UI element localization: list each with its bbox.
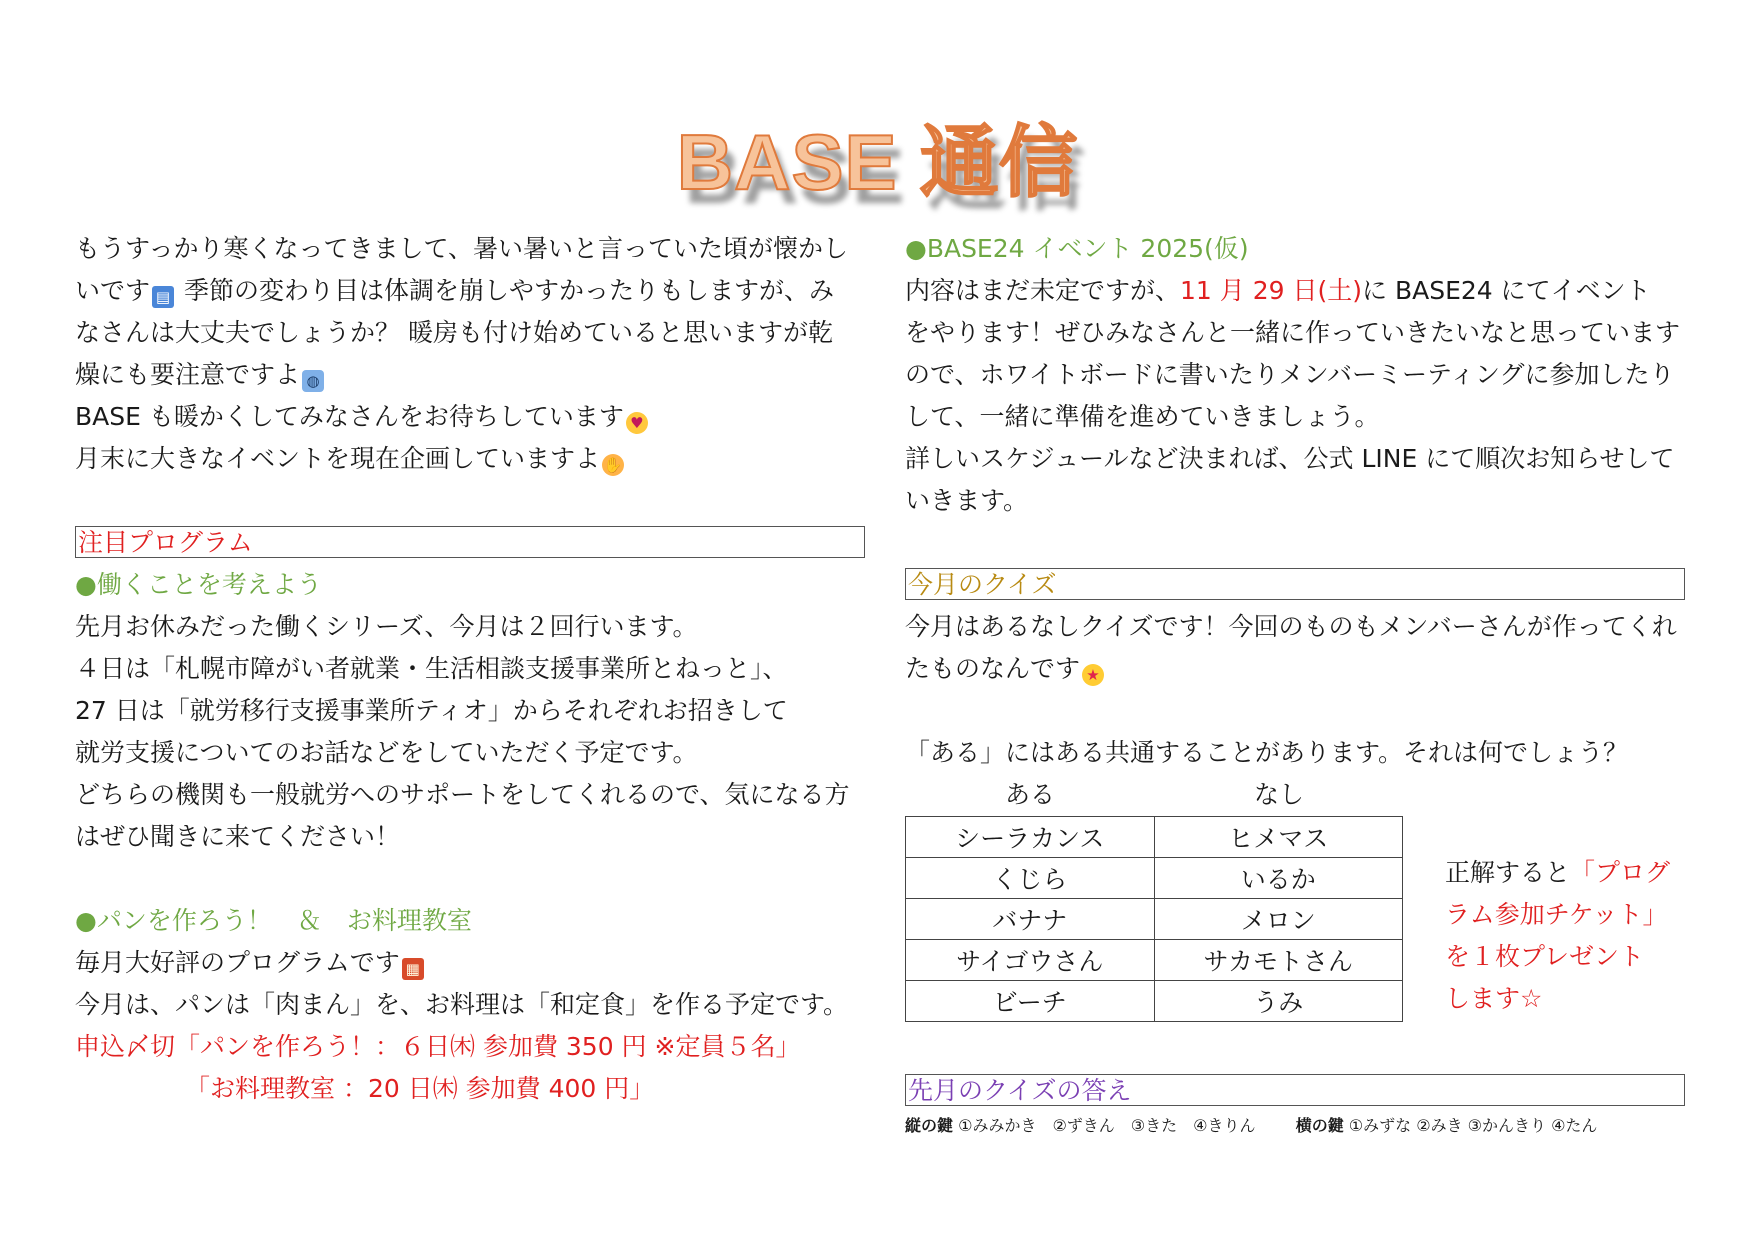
program-section-header: 注目プログラム — [75, 526, 865, 558]
prize-text-2: ラム参加チケット」 — [1445, 900, 1668, 929]
quiz-prize-note — [1445, 852, 1695, 1020]
work-line-5: どちらの機関も一般就労へのサポートをしてくれるので、気になる方 — [75, 780, 850, 809]
prize-text-4: します☆ — [1445, 984, 1543, 1013]
column-nashi: なし — [1253, 780, 1304, 809]
answers-section-header: 先月のクイズの答え — [905, 1074, 1685, 1106]
quiz-question: 「ある」にはある共通することがあります。それは何でしょう？ — [905, 738, 1629, 767]
event-line-3: ので、ホワイトボードに書いたりメンバーミーティングに参加したり — [905, 360, 1675, 389]
quiz-intro-1: 今月はあるなしクイズです！今回のものもメンバーさんが作ってくれ — [905, 612, 1677, 641]
nashi-cell: うみ — [1154, 981, 1403, 1022]
aru-cell: サイゴウさん — [906, 940, 1155, 981]
event-line-4: して、一緒に準備を進めていきましょう。 — [905, 402, 1380, 431]
raised-hands-icon: ✋ — [603, 456, 623, 474]
intro-line-2: いです ▤ 季節の変わり目は体調を崩しやすかったりもしますが、み — [75, 276, 834, 306]
work-line-2: ４日は「札幌市障がい者就業・生活相談支援事業所とねっと」、 — [75, 654, 788, 683]
table-row — [906, 981, 1403, 1022]
quiz-intro-2: たものなんです ★ — [905, 648, 1685, 690]
event-line-5: 詳しいスケジュールなど決まれば、公式 LINE にて順次お知らせして — [905, 444, 1675, 473]
intro-line-1: もうすっかり寒くなってきまして、暑い暑いと言っていた頃が懐かし — [75, 234, 849, 263]
cooking-line-1: 毎月大好評のプログラムです ▦ — [75, 942, 865, 984]
aru-cell: シーラカンス — [906, 817, 1155, 858]
event-line-2: をやります！ぜひみなさんと一緒に作っていきたいなと思っています — [905, 318, 1681, 347]
table-row — [906, 817, 1403, 858]
intro-line-3: なさんは大丈夫でしょうか？ 暖房も付け始めていると思いますが乾 — [75, 318, 833, 347]
yoko-answers: ①みずな ②みき ③かんきり ④たん — [1348, 1116, 1598, 1135]
quiz-table — [905, 816, 1403, 1022]
event-line-1: 内容はまだ未定ですが、11 月 29 日(土)に BASE24 にてイベント — [905, 276, 1651, 305]
cooking-line-2: 今月は、パンは「肉まん」を、お料理は「和定食」を作る予定です。 — [75, 990, 849, 1019]
kiss-face-icon: ♥ — [626, 412, 648, 434]
aru-cell: ビーチ — [906, 981, 1155, 1022]
quiz-section-header: 今月のクイズ — [905, 568, 1685, 600]
work-line-3: 27 日は「就労移行支援事業所ティオ」からそれぞれお招きして — [75, 696, 788, 725]
column-aru: ある — [1004, 780, 1055, 809]
nashi-cell: いるか — [1154, 858, 1403, 899]
intro-line-6: 月末に大きなイベントを現在企画していますよ ✋ — [75, 444, 623, 474]
work-line-6: はぜひ聞きに来てください！ — [75, 822, 401, 851]
bottle-icon: ◍ — [302, 370, 324, 392]
event-date: 11 月 29 日(土) — [1180, 276, 1362, 305]
work-heading: ●働くことを考えよう — [75, 570, 322, 599]
tate-label: 縦の鍵 — [905, 1116, 954, 1135]
star-eyes-face-icon: ★ — [1082, 664, 1104, 686]
prize-text-1: 「プログ — [1570, 858, 1671, 887]
work-line-4: 就労支援についてのお話などをしていただく予定です。 — [75, 738, 698, 767]
memo-book-icon: ▤ — [152, 286, 174, 308]
tate-answers: ①みみかき ②ずきん ③きた ④きりん — [958, 1116, 1256, 1135]
intro-line-4: 燥にも要注意ですよ ◍ — [75, 354, 865, 396]
prize-pre: 正解すると — [1445, 858, 1571, 887]
work-line-1: 先月お休みだった働くシリーズ、今月は２回行います。 — [75, 612, 698, 641]
cooking-heading: ●パンを作ろう！ ＆ お料理教室 — [75, 906, 472, 935]
table-row — [906, 940, 1403, 981]
aru-cell: バナナ — [906, 899, 1155, 940]
right-column — [905, 228, 1685, 1138]
quiz-area — [905, 774, 1685, 1022]
table-row — [906, 899, 1403, 940]
left-column — [75, 228, 865, 1110]
bento-box-icon: ▦ — [402, 958, 424, 980]
application-deadline-bread: 申込〆切「パンを作ろう！：６日㈭ 参加費 350 円 ※定員５名」 — [75, 1032, 801, 1061]
nashi-cell: ヒメマス — [1154, 817, 1403, 858]
intro-line-5: BASE も暖かくしてみなさんをお待ちしています ♥ — [75, 396, 865, 438]
event-line-6: いきます。 — [905, 486, 1029, 515]
application-deadline-cooking: 「お料理教室 ：20 日㈭ 参加費 400 円」 — [185, 1074, 655, 1103]
aru-cell: くじら — [906, 858, 1155, 899]
newsletter-title: BASE 通信 — [676, 118, 1079, 206]
prize-text-3: を１枚プレゼント — [1445, 942, 1645, 971]
quiz-column-headers — [905, 774, 1685, 816]
nashi-cell: サカモトさん — [1154, 940, 1403, 981]
event-heading: ●BASE24 イベント 2025(仮) — [905, 234, 1249, 263]
last-month-answers — [905, 1114, 1685, 1138]
nashi-cell: メロン — [1154, 899, 1403, 940]
table-row — [906, 858, 1403, 899]
yoko-label: 横の鍵 — [1295, 1116, 1344, 1135]
